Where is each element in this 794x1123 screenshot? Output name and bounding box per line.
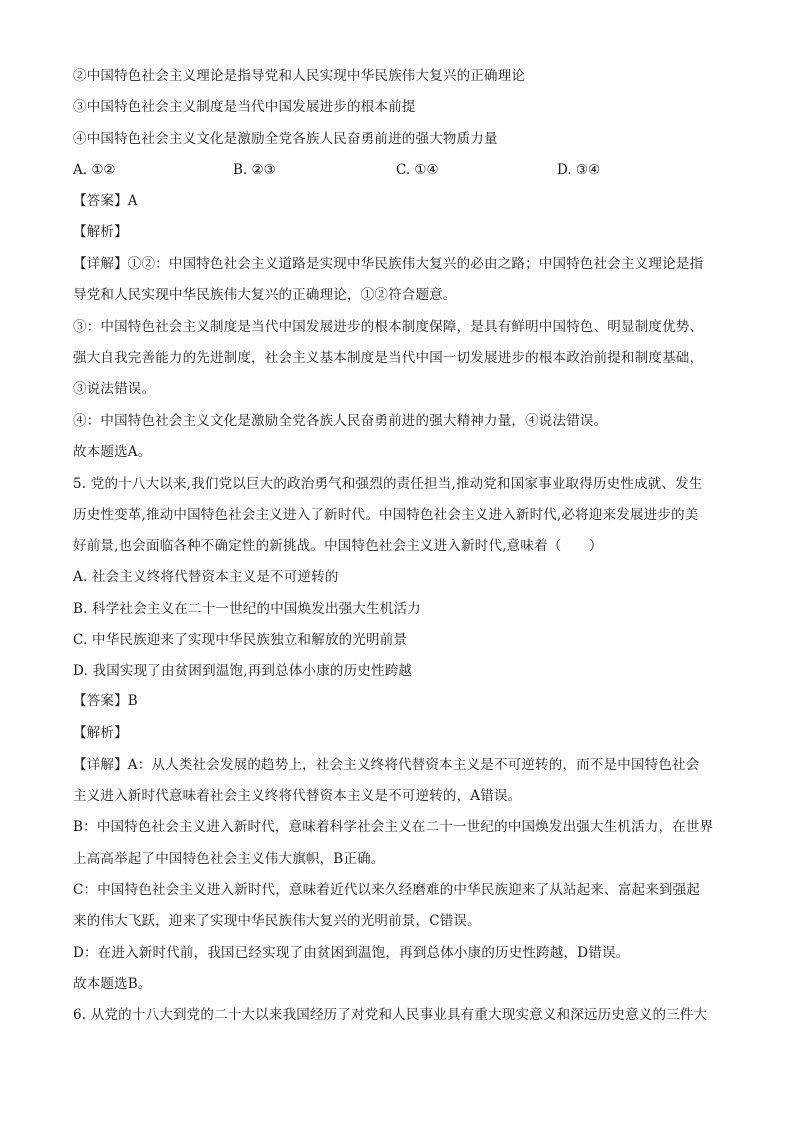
q5-option-c: C. 中华民族迎来了实现中华民族独立和解放的光明前景 (73, 632, 408, 648)
q5-conclusion: 故本题选B。 (73, 976, 152, 992)
q4-answer: 【答案】A (73, 193, 138, 209)
q6-stem-line: 6. 从党的十八大到党的二十大以来我国经历了对党和人民事业具有重大现实意义和深远历史意义的三件大 (73, 1007, 708, 1023)
q5-option-b: B. 科学社会主义在二十一世纪的中国焕发出强大生机活力 (73, 601, 421, 617)
q4-option-d: D. ③④ (557, 162, 601, 178)
q5-stem-line: 5. 党的十八大以来,我们党以巨大的政治勇气和强烈的责任担当,推动党和国家事业取得历史性成就、发生 (73, 476, 703, 492)
q5-detail-line: 主义进入新时代意味着社会主义终将代替资本主义是不可逆转的，A错误。 (73, 788, 522, 804)
q4-detail-line: 导党和人民实现中华民族伟大复兴的正确理论，①②符合题意。 (73, 287, 457, 303)
q5-stem-line: 好前景,也会面临各种不确定性的新挑战。中国特色社会主义进入新时代,意味着（ ） (73, 538, 603, 554)
q5-detail-line: 上高高举起了中国特色社会主义伟大旗帜，B正确。 (73, 851, 385, 867)
q4-statement-3: ③中国特色社会主义制度是当代中国发展进步的根本前提 (73, 99, 416, 115)
q4-option-b: B. ②③ (233, 162, 276, 178)
q4-option-c: C. ①④ (396, 162, 439, 178)
q5-detail-line: C：中国特色社会主义进入新时代，意味着近代以来久经磨难的中华民族迎来了从站起来、富起来到强起 (73, 882, 701, 898)
q5-detail-line: D：在进入新时代前，我国已经实现了由贫困到温饱，再到总体小康的历史性跨越，D错误。 (73, 945, 630, 961)
q4-detail-line: ③：中国特色社会主义制度是当代中国发展进步的根本制度保障，是具有鲜明中国特色、明显制度优势、 (73, 319, 704, 335)
q5-detail-line: B：中国特色社会主义进入新时代，意味着科学社会主义在二十一世纪的中国焕发出强大生机活力，在世界 (73, 819, 714, 835)
q5-analysis-label: 【解析】 (73, 725, 128, 741)
q4-detail-line: ③说法错误。 (73, 381, 156, 397)
q4-conclusion: 故本题选A。 (73, 444, 152, 460)
q4-detail-line: ④：中国特色社会主义文化是激励全党各族人民奋勇前进的强大精神力量，④说法错误。 (73, 413, 608, 429)
q5-stem-line: 历史性变革,推动中国特色社会主义进入了新时代。中国特色社会主义进入新时代,必将迎来发展进步的美 (73, 507, 699, 523)
q4-statement-2: ②中国特色社会主义理论是指导党和人民实现中华民族伟大复兴的正确理论 (73, 68, 526, 84)
q5-detail-line: 来的伟大飞跃，迎来了实现中华民族伟大复兴的光明前景，C错误。 (73, 913, 481, 929)
q4-statement-4: ④中国特色社会主义文化是激励全党各族人民奋勇前进的强大物质力量 (73, 131, 498, 147)
q5-option-d: D. 我国实现了由贫困到温饱,再到总体小康的历史性跨越 (73, 663, 413, 679)
q5-option-a: A. 社会主义终将代替资本主义是不可逆转的 (73, 569, 339, 585)
q4-detail-line: 强大自我完善能力的先进制度，社会主义基本制度是当代中国一切发展进步的根本政治前提和制度基础， (73, 350, 704, 366)
q5-answer: 【答案】B (73, 693, 138, 709)
q5-detail-line: 【详解】A：从人类社会发展的趋势上，社会主义终将代替资本主义是不可逆转的，而不是中国特色社会 (73, 757, 700, 773)
q4-analysis-label: 【解析】 (73, 224, 128, 240)
q4-detail-line: 【详解】①②：中国特色社会主义道路是实现中华民族伟大复兴的必由之路；中国特色社会主义理论是指 (73, 256, 704, 272)
q4-option-a: A. ①② (73, 162, 116, 178)
